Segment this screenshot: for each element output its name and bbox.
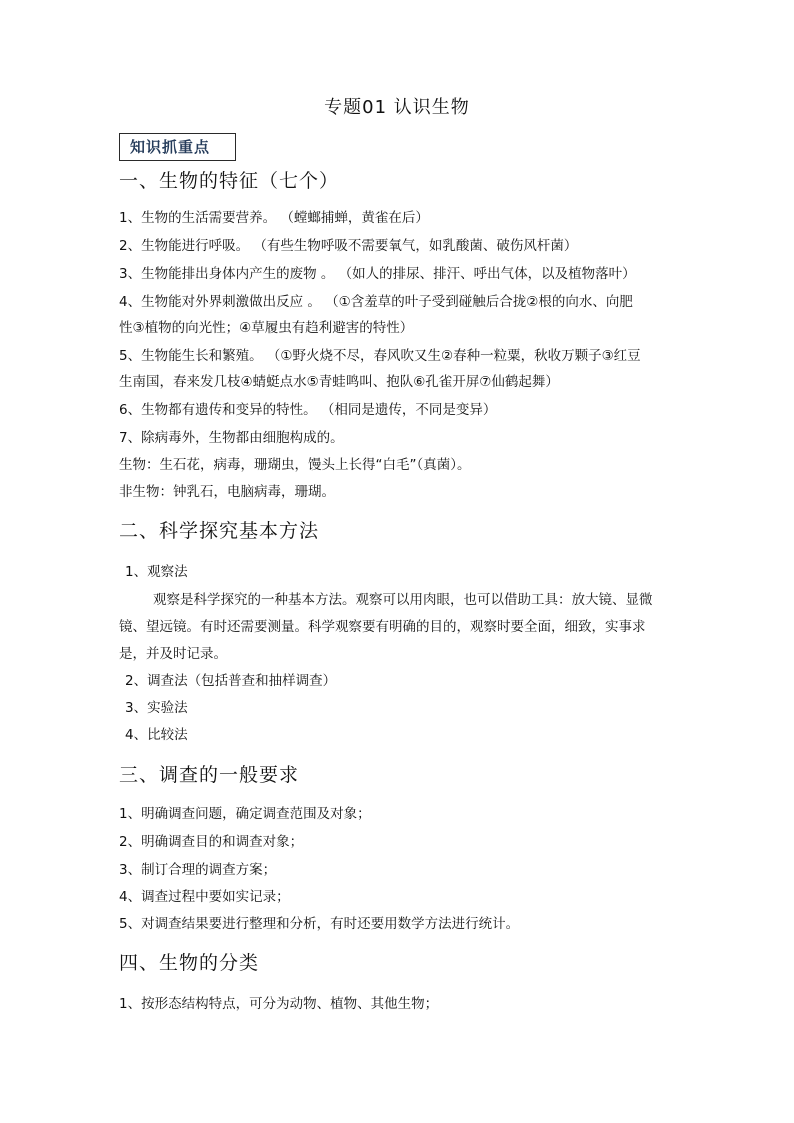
text-line: 6、生物都有遗传和变异的特性。 （相同是遗传，不同是变异） — [119, 402, 497, 418]
text-line: 是，并及时记录。 — [119, 646, 227, 662]
text-line: 非生物：钟乳石，电脑病毒，珊瑚。 — [119, 484, 335, 500]
section-heading-methods: 二、科学探究基本方法 — [119, 520, 320, 542]
text-line: 生物：生石花，病毒，珊瑚虫，馒头上长得“白毛”（真菌）。 — [119, 457, 471, 473]
text-line: 生南国，春来发几枝④蜻蜓点水⑤青蛙鸣叫、抱队⑥孔雀开屏⑦仙鹤起舞） — [119, 374, 559, 390]
section-heading-characteristics: 一、生物的特征（七个） — [119, 170, 340, 192]
text-line: 2、生物能进行呼吸。 （有些生物呼吸不需要氧气，如乳酸菌、破伤风杆菌） — [119, 238, 578, 254]
text-line: 3、制订合理的调查方案； — [119, 862, 277, 878]
section-heading-classification: 四、生物的分类 — [119, 952, 260, 974]
section-badge: 知识抓重点 — [119, 133, 236, 161]
text-line: 2、调查法（包括普查和抽样调查） — [125, 673, 337, 689]
text-line: 4、调查过程中要如实记录； — [119, 889, 290, 905]
text-line: 1、按形态结构特点，可分为动物、植物、其他生物； — [119, 996, 439, 1012]
text-line: 5、对调查结果要进行整理和分析，有时还要用数学方法进行统计。 — [119, 916, 520, 932]
text-line: 3、实验法 — [125, 700, 188, 716]
text-line: 观察是科学探究的一种基本方法。观察可以用肉眼，也可以借助工具：放大镜、显微 — [153, 592, 653, 608]
text-line: 2、明确调查目的和调查对象； — [119, 834, 304, 850]
text-line: 3、生物能排出身体内产生的废物 。 （如人的排尿、排汗、呼出气体，以及植物落叶） — [119, 266, 636, 282]
text-line: 7、除病毒外，生物都由细胞构成的。 — [119, 430, 344, 446]
text-line: 5、生物能生长和繁殖。 （①野火烧不尽，春风吹又生②春种一粒粟，秋收万颗子③红豆 — [119, 348, 641, 364]
text-line: 1、观察法 — [125, 564, 188, 580]
text-line: 性③植物的向光性；④草履虫有趋利避害的特性） — [119, 320, 414, 336]
text-line: 1、明确调查问题，确定调查范围及对象； — [119, 806, 371, 822]
text-line: 4、比较法 — [125, 727, 188, 743]
text-line: 4、生物能对外界刺激做出反应 。 （①含羞草的叶子受到碰触后合拢②根的向水、向肥 — [119, 294, 633, 310]
text-line: 镜、望远镜。有时还需要测量。科学观察要有明确的目的，观察时要全面，细致，实事求 — [119, 619, 646, 635]
section-heading-survey: 三、调查的一般要求 — [119, 764, 300, 786]
text-line: 1、生物的生活需要营养。 （螳螂捕蝉，黄雀在后） — [119, 210, 429, 226]
page-title: 专题01 认识生物 — [324, 97, 470, 118]
